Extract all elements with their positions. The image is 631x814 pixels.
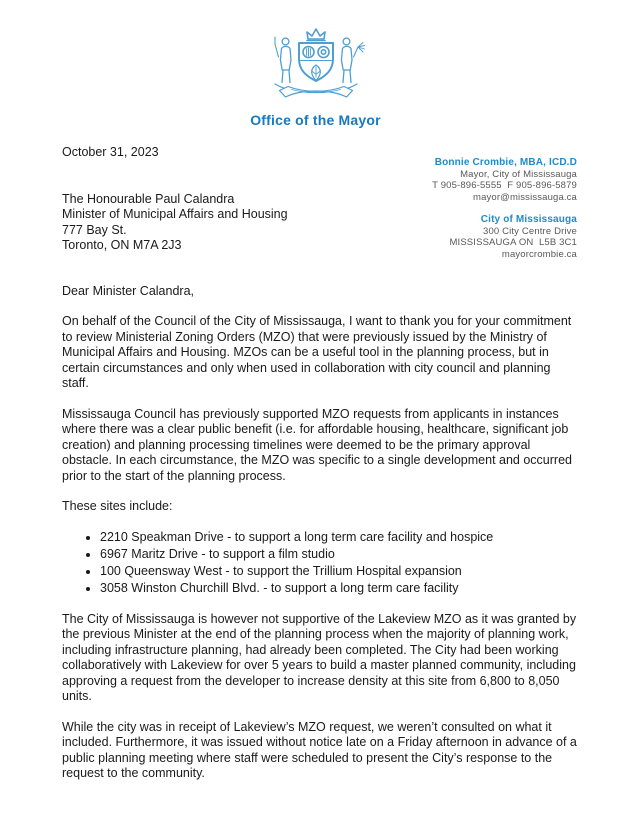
site-list-item: • 2210 Speakman Drive - to support a long term care facility and hospice (100, 529, 579, 546)
city-name: City of Mississauga (480, 214, 577, 225)
sites-intro: These sites include: (62, 499, 173, 513)
letterhead (0, 27, 631, 128)
mississauga-coat-of-arms-icon (262, 27, 370, 103)
city-address-line1: 300 City Centre Drive (483, 225, 577, 237)
mayor-title: Mayor, City of Mississauga (460, 168, 577, 180)
recipient-name: The Honourable Paul Calandra (62, 191, 235, 206)
site-list-item: • 3058 Winston Churchill Blvd. - to support a long term care facility (100, 580, 579, 597)
site-list-item: • 6967 Maritz Drive - to support a film studio (100, 546, 579, 563)
mayor-email: mayor@mississauga.ca (473, 191, 577, 203)
site-list-item: • 100 Queensway West - to support the Trillium Hospital expansion (100, 563, 579, 580)
recipient-street: 777 Bay St. (62, 222, 127, 237)
recipient-address (62, 192, 579, 254)
paragraph-mzo-review: On behalf of the Council of the City of Mississauga, I want to thank you for your commitment to review Ministerial Zoning Orders (MZO) that were previously issued by the Ministry of Municipal Affairs and Housing. MZOs can be a useful tool in the planning process, but in certain circumstances and only when used in collaboration with city council and planning staff. (62, 314, 572, 390)
mayor-phone-fax: T 905-896-5555 F 905-896-5879 (432, 180, 577, 191)
city-address-line2: MISSISSAUGA ON L5B 3C1 (449, 237, 577, 248)
letter-body (62, 145, 579, 782)
site-list (62, 529, 579, 597)
salutation: Dear Minister Calandra, (62, 283, 194, 298)
recipient-city: Toronto, ON M7A 2J3 (62, 238, 182, 252)
recipient-title: Minister of Municipal Affairs and Housing (62, 207, 288, 221)
paragraph-lakeview-objection: The City of Mississauga is however not supportive of the Lakeview MZO as it was granted by the previous Minister at the end of the planning process when the majority of planning work, including infrastructure planning, had already been completed. The City had been working collaboratively with Lakeview for over 5 years to build a master planned community, including approving a request from the developer to increase density at this site from 6,800 to 8,050 units. (62, 611, 577, 703)
mayor-name: Bonnie Crombie, MBA, ICD.D (434, 157, 577, 168)
city-website: mayorcrombie.ca (501, 248, 577, 260)
paragraph-consultation: While the city was in receipt of Lakeview’s MZO request, we weren’t consulted on what it included. Furthermore, it was issued without notice late on a Friday afternoon in advance of a public planning meeting where staff were scheduled to present the City’s response to the request to the community. (62, 719, 577, 780)
letter-date: October 31, 2023 (62, 145, 159, 159)
paragraph-council-support: Mississauga Council has previously supported MZO requests from applicants in instances where there was a clear public benefit (i.e. for affordable housing, healthcare, significant job creation) and planning processing timelines were deemed to be the primary approval obstacle. In each circumstance, the MZO was specific to a single development and occurred prior to the start of the planning process. (62, 406, 572, 483)
office-title: Office of the Mayor (250, 112, 381, 128)
